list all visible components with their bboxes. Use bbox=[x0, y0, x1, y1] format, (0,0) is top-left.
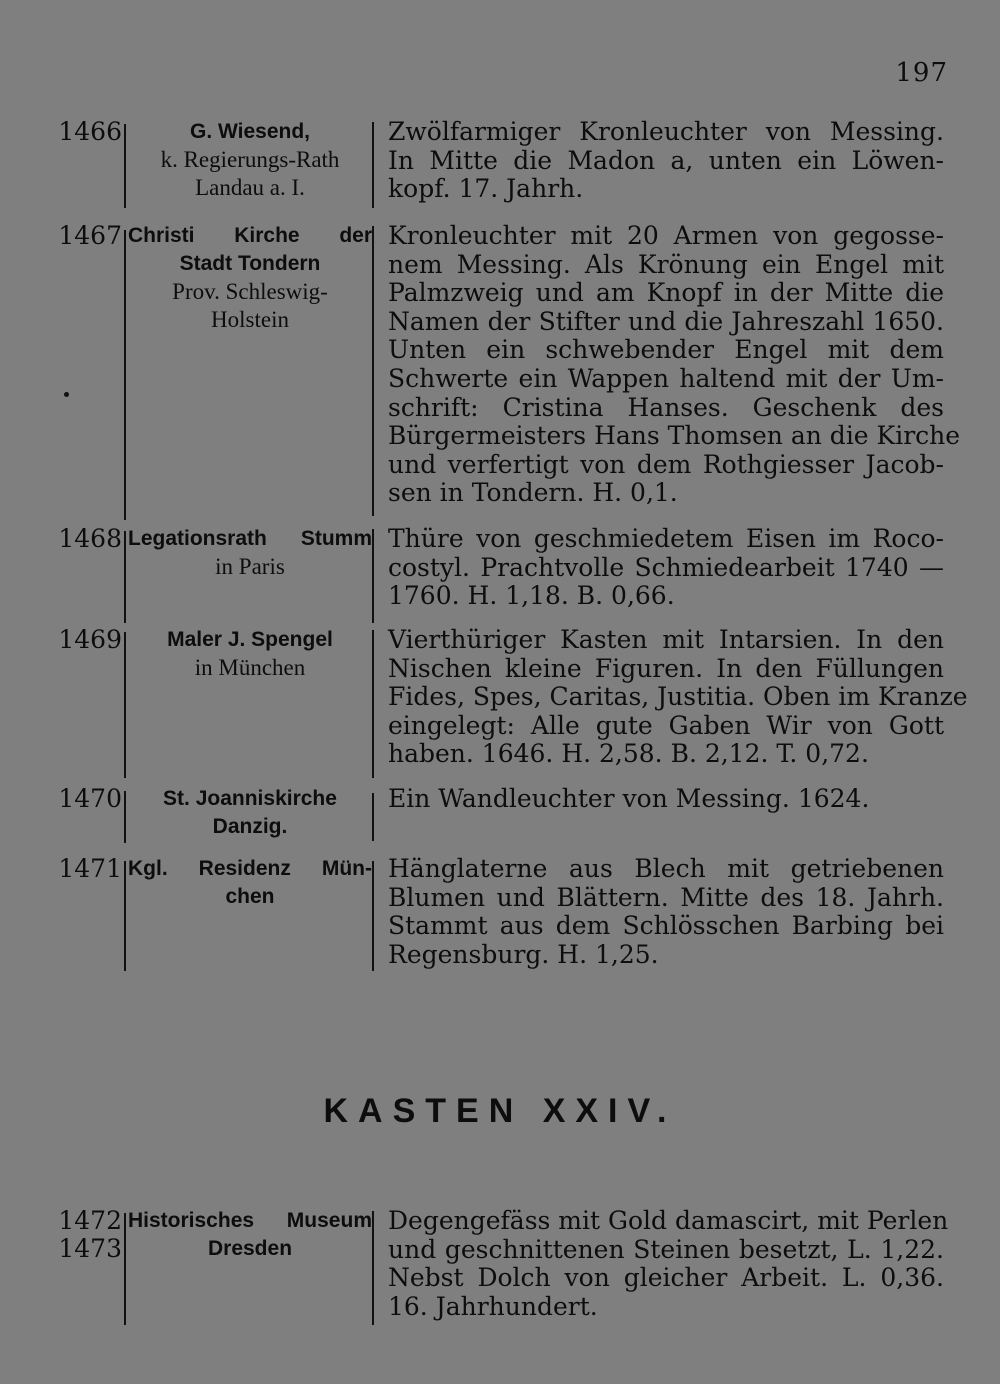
owner-line: Maler J. Spengel bbox=[167, 628, 333, 651]
description-line: nem Messing. Als Krönung ein Engel mit bbox=[388, 249, 944, 279]
description-line: Nebst Dolch von gleicher Arbeit. L. 0,36. bbox=[388, 1263, 944, 1293]
entry-owner bbox=[128, 1207, 372, 1263]
column-rule-left bbox=[124, 1213, 126, 1325]
description-line: costyl. Prachtvolle Schmiedearbeit 1740 — bbox=[388, 552, 944, 582]
owner-line: Stadt Tondern bbox=[179, 252, 321, 275]
entry-description bbox=[388, 785, 944, 814]
owner-line: St. Joanniskirche bbox=[163, 787, 337, 810]
entry-number: 1471 bbox=[58, 854, 122, 883]
owner-line: in München bbox=[194, 655, 306, 680]
section-heading: KASTEN XXIV. bbox=[323, 1092, 677, 1130]
description-line: 1760. H. 1,18. B. 0,66. bbox=[388, 581, 675, 611]
entry-number: 1469 bbox=[58, 625, 122, 654]
entry-owner bbox=[128, 785, 372, 841]
entry-description bbox=[388, 625, 968, 769]
column-rule-left bbox=[124, 531, 126, 623]
description-line: eingelegt: Alle gute Gaben Wir von Gott bbox=[388, 710, 944, 740]
description-line: Thüre von geschmiedetem Eisen im Roco- bbox=[388, 524, 944, 553]
entry-number: 1470 bbox=[58, 784, 122, 813]
description-line: Bürgermeisters Hans Thomsen an die Kirche bbox=[388, 421, 961, 451]
description-line: sen in Tondern. H. 0,1. bbox=[388, 478, 678, 508]
owner-line: Historisches Museum bbox=[128, 1209, 372, 1232]
description-line: kopf. 17. Jahrh. bbox=[388, 174, 584, 204]
column-rule-right bbox=[372, 529, 374, 623]
column-rule-right bbox=[372, 226, 374, 516]
column-rule-left bbox=[124, 632, 126, 778]
description-line: Namen der Stifter und die Jahreszahl 1650. bbox=[388, 306, 944, 336]
owner-line: Holstein bbox=[211, 307, 289, 332]
description-line: Stammt aus dem Schlösschen Barbing bei bbox=[388, 911, 944, 941]
description-line: Ein Wandleuchter von Messing. 1624. bbox=[388, 784, 870, 813]
entry-description bbox=[388, 221, 961, 508]
entry-description bbox=[388, 855, 944, 969]
description-line: Zwölfarmiger Kronleuchter von Messing. bbox=[388, 117, 944, 146]
margin-dot bbox=[64, 392, 69, 397]
description-line: Palmzweig und am Knopf in der Mitte die bbox=[388, 278, 944, 308]
column-rule-left bbox=[124, 861, 126, 971]
entry-owner bbox=[128, 525, 372, 581]
description-line: Unten ein schwebender Engel mit dem bbox=[388, 335, 944, 365]
description-line: und verfertigt von dem Rothgiesser Jacob- bbox=[388, 449, 944, 479]
description-line: haben. 1646. H. 2,58. B. 2,12. T. 0,72. bbox=[388, 739, 869, 769]
description-line: Blumen und Blättern. Mitte des 18. Jahrh. bbox=[388, 882, 944, 912]
owner-line: Legationsrath Stumm bbox=[128, 527, 372, 550]
entry-description bbox=[388, 118, 944, 204]
owner-line: chen bbox=[225, 885, 275, 908]
description-line: Kronleuchter mit 20 Armen von gegosse- bbox=[388, 221, 944, 250]
description-line: Degengefäss mit Gold damascirt, mit Perlen bbox=[388, 1206, 949, 1235]
description-line: Regensburg. H. 1,25. bbox=[388, 939, 659, 969]
description-line: In Mitte die Madon a, unten ein Löwen- bbox=[388, 145, 944, 175]
description-line: schrift: Cristina Hanses. Geschenk des bbox=[388, 392, 944, 422]
description-line: Vierthüriger Kasten mit Intarsien. In den bbox=[388, 625, 944, 654]
column-rule-left bbox=[124, 124, 126, 208]
column-rule-right bbox=[372, 793, 374, 841]
entry-description bbox=[388, 525, 944, 611]
column-rule-right bbox=[372, 630, 374, 778]
owner-line: Kgl. Residenz Mün- bbox=[128, 857, 372, 880]
description-line: Hänglaterne aus Blech mit getriebenen bbox=[388, 854, 944, 883]
entry-owner bbox=[128, 118, 372, 202]
entry-number: 1472 bbox=[58, 1206, 122, 1235]
description-line: Schwerte ein Wappen haltend mit der Um- bbox=[388, 363, 944, 393]
owner-line: Dresden bbox=[207, 1237, 293, 1260]
column-rule-right bbox=[372, 861, 374, 971]
column-rule-right bbox=[372, 122, 374, 208]
column-rule-right bbox=[372, 1211, 374, 1325]
description-line: Nischen kleine Figuren. In den Füllungen bbox=[388, 653, 944, 683]
owner-line: Danzig. bbox=[212, 815, 288, 838]
entry-number: 1468 bbox=[58, 524, 122, 553]
owner-line: Christi Kirche der bbox=[128, 224, 372, 247]
page-number: 197 bbox=[895, 58, 948, 88]
entry-number: 1467 bbox=[58, 221, 122, 250]
entry-owner bbox=[128, 855, 372, 911]
owner-line: k. Regierungs-Rath bbox=[160, 147, 340, 172]
entry-description bbox=[388, 1206, 949, 1321]
description-line: Fides, Spes, Caritas, Justitia. Oben im Kranze bbox=[388, 682, 968, 712]
owner-line: in Paris bbox=[215, 554, 285, 579]
owner-line: Prov. Schleswig- bbox=[172, 279, 328, 304]
entry-number: 1473 bbox=[58, 1234, 122, 1263]
owner-line: G. Wiesend, bbox=[189, 120, 310, 143]
description-line: und geschnittenen Steinen besetzt, L. 1,22. bbox=[388, 1234, 944, 1264]
description-line: 16. Jahrhundert. bbox=[388, 1291, 598, 1321]
column-rule-left bbox=[124, 230, 126, 520]
column-rule-left bbox=[124, 791, 126, 843]
entry-number: 1466 bbox=[58, 117, 122, 146]
entry-owner bbox=[128, 626, 372, 682]
owner-line: Landau a. I. bbox=[195, 175, 305, 200]
entry-owner bbox=[128, 222, 372, 334]
